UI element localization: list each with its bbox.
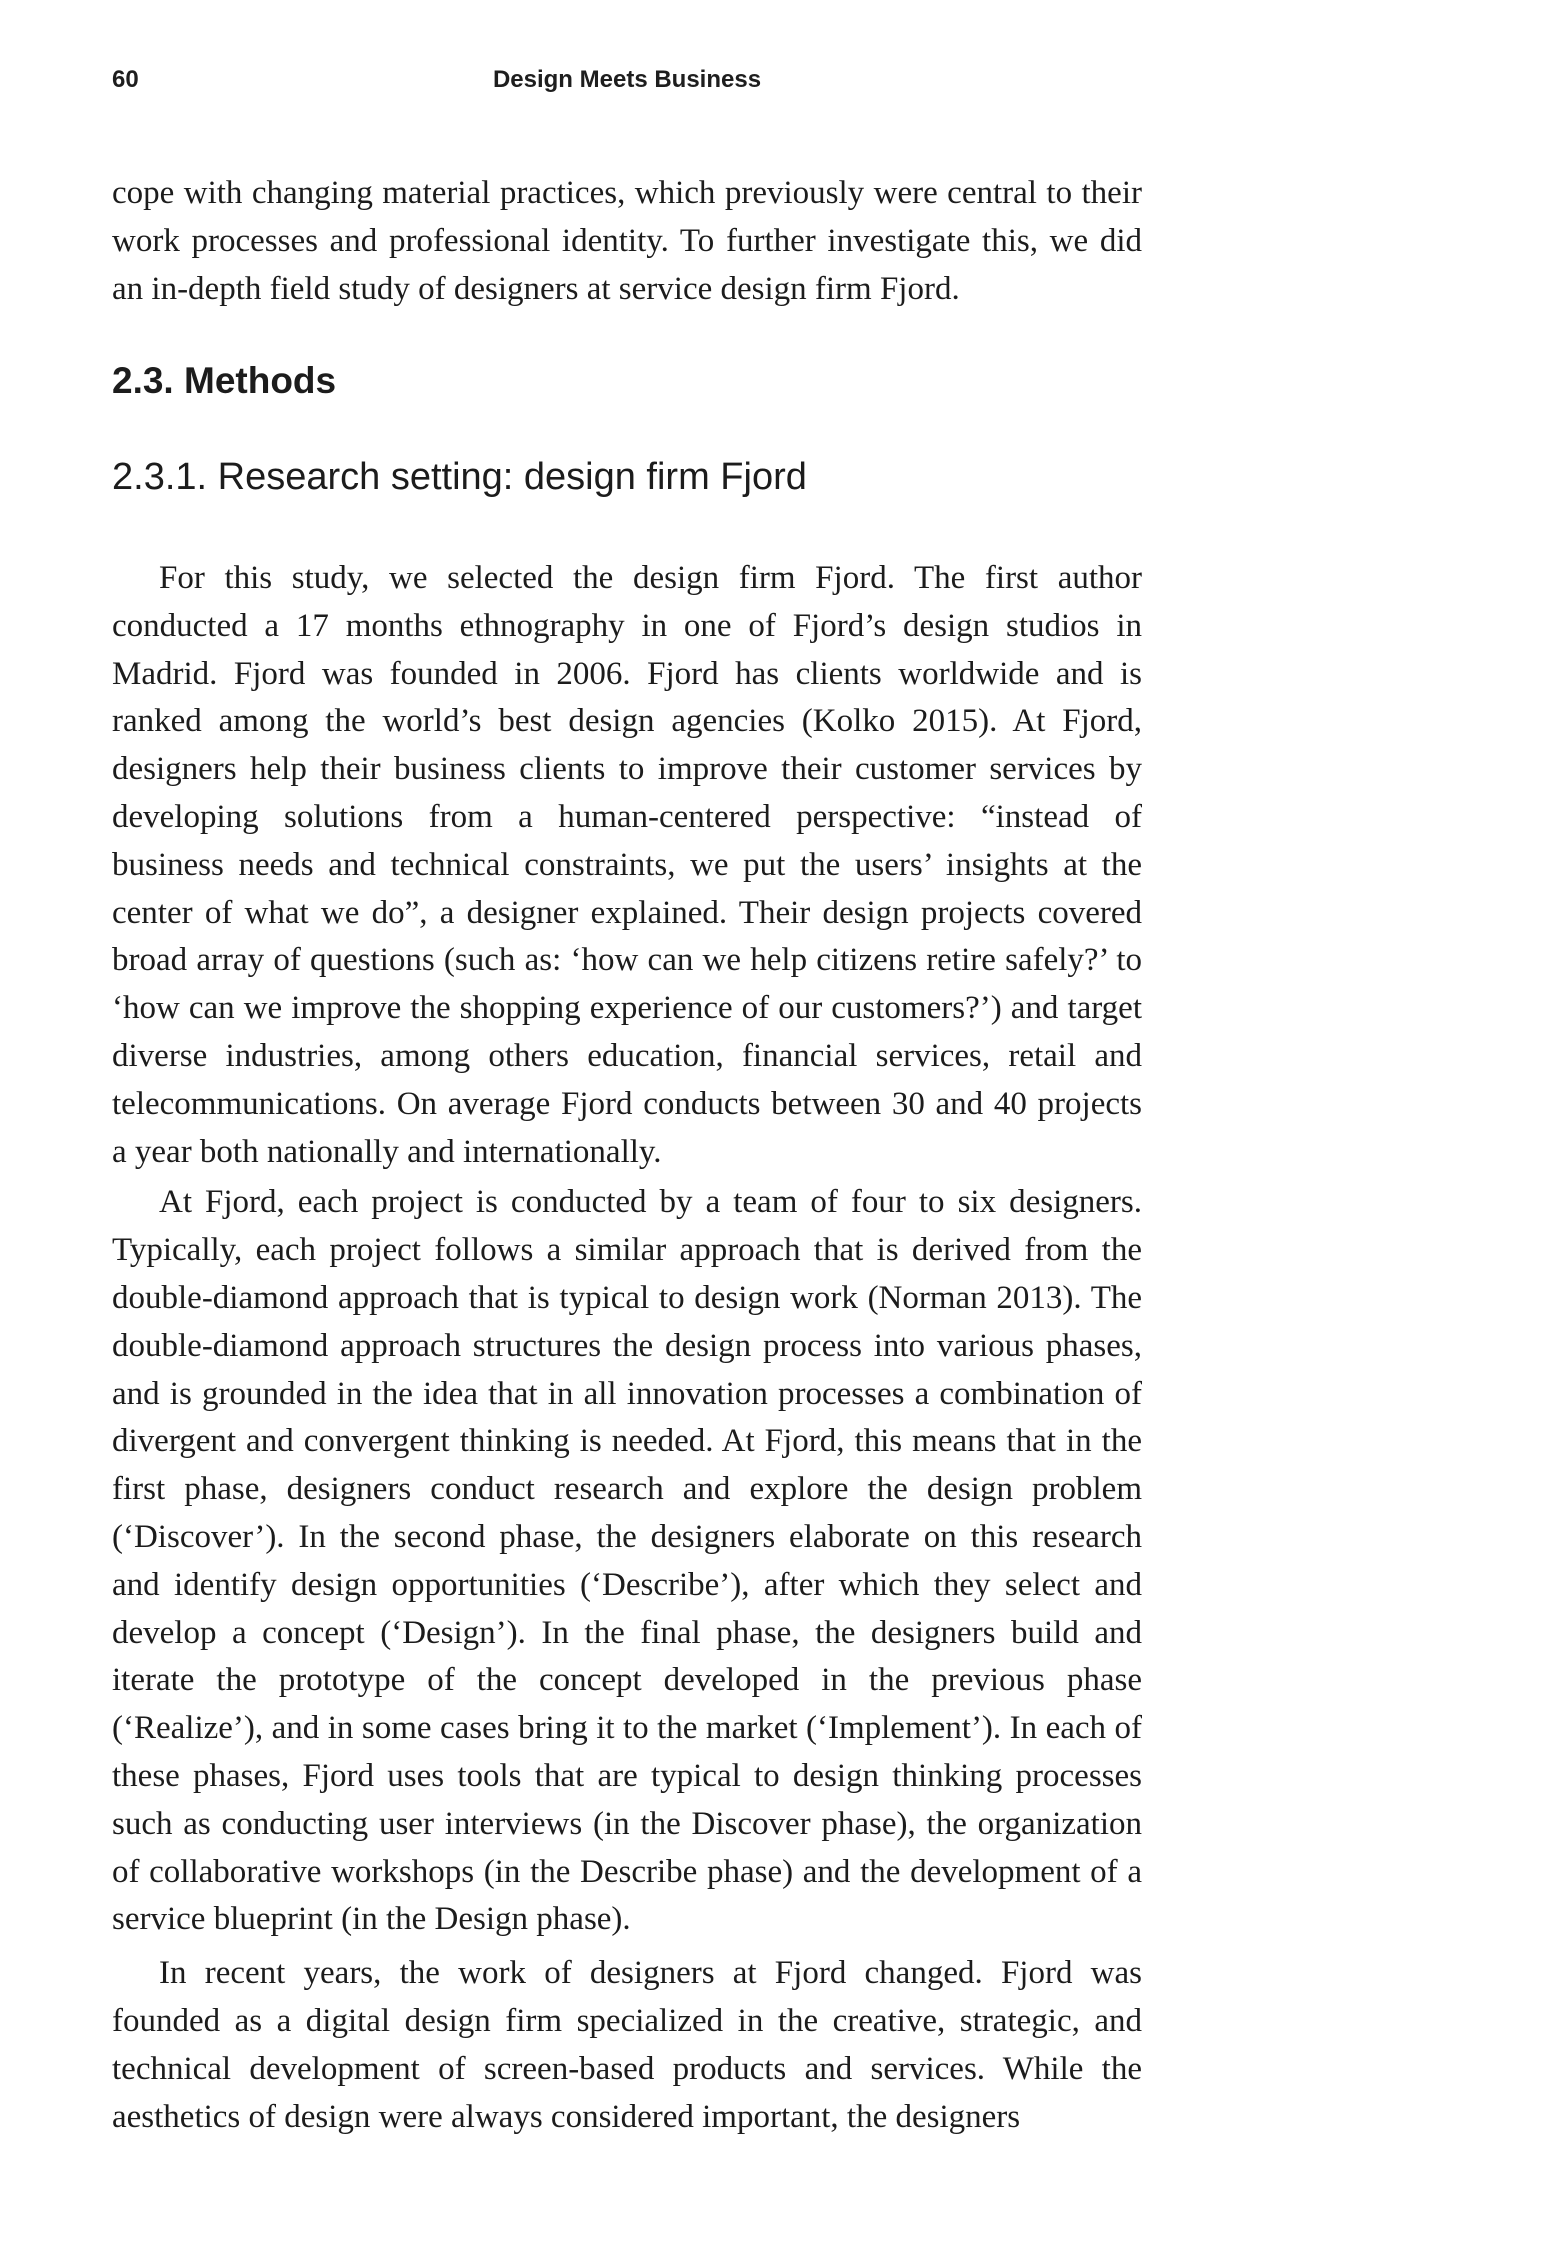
body-paragraph-1: For this study, we selected the design firm Fjord. The first author conducted a 17 months ethnography in one of Fjord’s design studios in Madrid. Fjord was founded in 2006. Fjord has clients worldwide and is ranked among the world’s best design agencies (Kolko 2015). At Fjord, designers help their business clients to improve their customer services by developing solutions from a human-centered perspective: “instead of business needs and technical constraints, we put the users’ insights at the center of what we do”, a designer explained. Their design projects covered broad array of questions (such as: ‘how can we help citizens retire safely?’ to ‘how can we improve the shopping experience of our customers?’) and target diverse industries, among others education, financial services, retail and telecommunications. On average Fjord conducts between 30 and 40 projects a year both nationally and internationally. bbox=[112, 560, 1142, 1170]
running-title: Design Meets Business bbox=[492, 66, 762, 93]
subsection-heading: 2.3.1. Research setting: design firm Fjord bbox=[112, 456, 807, 498]
page-header bbox=[112, 66, 1142, 106]
section-body bbox=[112, 555, 1142, 2141]
body-paragraph-2: At Fjord, each project is conducted by a team of four to six designers. Typically, each project follows a similar approach that is derived from the double-diamond approach that is typical to design work (Norman 2013). The double-diamond approach structures the design process into various phases, and is grounded in the idea that in all innovation processes a combination of divergent and convergent thinking is needed. At Fjord, this means that in the first phase, designers conduct research and explore the design problem (‘Discover’). In the second phase, the designers elaborate on this research and identify design opportunities (‘Describe’), after which they select and develop a concept (‘Design’). In the final phase, the designers build and iterate the prototype of the concept developed in the previous phase (‘Realize’), and in some cases bring it to the market (‘Implement’). In each of these phases, Fjord uses tools that are typical to design thinking processes such as conducting user interviews (in the Discover phase), the organization of collaborative workshops (in the Describe phase) and the development of a service blueprint (in the Design phase). bbox=[112, 1184, 1142, 1938]
continued-paragraph: cope with changing material practices, which previously were central to their work processes and professional identity. To further investigate this, we did an in-depth field study of designers at service design firm Fjord. bbox=[112, 175, 1142, 307]
body-paragraph-3: In recent years, the work of designers at Fjord changed. Fjord was founded as a digital design firm specialized in the creative, strategic, and technical development of screen-based products and services. While the aesthetics of design were always considered important, the designers bbox=[112, 1955, 1142, 2135]
continued-paragraph-block bbox=[112, 170, 1142, 313]
section-heading: 2.3. Methods bbox=[112, 360, 337, 401]
page-number: 60 bbox=[112, 66, 139, 93]
